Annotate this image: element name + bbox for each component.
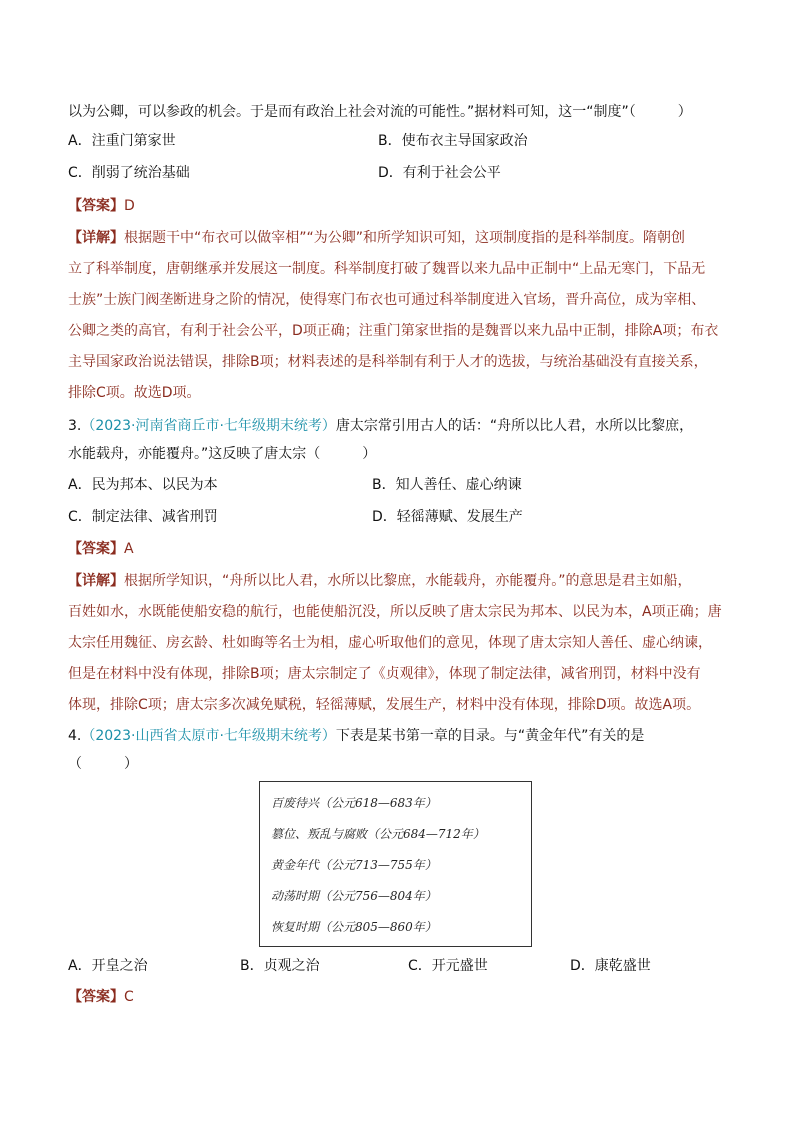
q4-number: 4. bbox=[68, 728, 82, 744]
q2-detail-line-2: 立了科举制度，唐朝继承并发展这一制度。科举制度打破了魏晋以来九品中正制中“上品无寒门，下品无 bbox=[68, 261, 706, 277]
answer-tag: 【答案】 bbox=[68, 541, 124, 557]
q3-answer bbox=[68, 539, 134, 559]
q4-option-d[interactable]: D．康乾盛世 bbox=[570, 958, 651, 974]
q4-stem-line-2: （ ） bbox=[68, 756, 138, 772]
q4-option-b[interactable]: B．贞观之治 bbox=[240, 958, 320, 974]
toc-row-4: 动荡时期（公元756—804年） bbox=[271, 889, 437, 903]
q2-detail-line-6: 排除C项。故选D项。 bbox=[68, 385, 201, 401]
toc-row-3: 黄金年代（公元713—755年） bbox=[271, 858, 437, 872]
q3-stem-line-1: 3.（2023·河南省商丘市·七年级期末统考）唐太宗常引用古人的话：“舟所以比人君，水所以比黎庶， bbox=[68, 418, 694, 434]
q3-detail-line-3: 太宗任用魏征、房玄龄、杜如晦等名士为相，虚心听取他们的意见，体现了唐太宗知人善任、虚心纳谏， bbox=[68, 635, 712, 651]
q2-stem-tail: 以为公卿，可以参政的机会。于是而有政治上社会对流的可能性。”据材料可知，这一“制度”（ ） bbox=[68, 104, 692, 120]
q3-option-d[interactable]: D．轻徭薄赋、发展生产 bbox=[372, 509, 523, 525]
answer-value: A bbox=[124, 541, 134, 557]
toc-row-1: 百废待兴（公元618—683年） bbox=[271, 796, 437, 810]
q2-option-b[interactable]: B．使布衣主导国家政治 bbox=[378, 133, 528, 149]
q2-option-d[interactable]: D．有利于社会公平 bbox=[378, 165, 501, 181]
q4-answer bbox=[68, 987, 134, 1007]
q3-detail-line-1: 【详解】根据所学知识，“舟所以比人君，水所以比黎庶，水能载舟，亦能覆舟。”的意思是君主如船， bbox=[68, 573, 692, 589]
q3-option-a[interactable]: A．民为邦本、以民为本 bbox=[68, 477, 218, 493]
q3-detail-line-2: 百姓如水，水既能使船安稳的航行，也能使船沉没，所以反映了唐太宗民为邦本、以民为本，A项正确；唐 bbox=[68, 604, 722, 620]
answer-value: C bbox=[124, 989, 134, 1005]
toc-row-2: 篡位、叛乱与腐败（公元684—712年） bbox=[271, 827, 485, 841]
q2-option-a[interactable]: A．注重门第家世 bbox=[68, 133, 176, 149]
q2-option-c[interactable]: C．削弱了统治基础 bbox=[68, 165, 190, 181]
toc-row-5: 恢复时期（公元805—860年） bbox=[271, 920, 437, 934]
detail-tag: 【详解】 bbox=[68, 230, 124, 246]
q4-stem-line-1: 4.（2023·山西省太原市·七年级期末统考）下表是某书第一章的目录。与“黄金年代”有关的是 bbox=[68, 728, 645, 744]
q4-option-a[interactable]: A．开皇之治 bbox=[68, 958, 148, 974]
q3-detail-line-5: 体现，排除C项；唐太宗多次减免赋税，轻徭薄赋，发展生产，材料中没有体现，排除D项。故选A项。 bbox=[68, 697, 701, 713]
q2-detail-line-1: 【详解】根据题干中“布衣可以做宰相”“为公卿”和所学知识可知，这项制度指的是科举制度。隋朝创 bbox=[68, 230, 686, 246]
q2-detail-line-3: 士族”士族门阀垄断进身之阶的情况，使得寒门布衣也可通过科举制度进入官场，晋升高位，成为宰相、 bbox=[68, 292, 706, 308]
q3-number: 3. bbox=[68, 418, 82, 434]
q3-option-c[interactable]: C．制定法律、减省刑罚 bbox=[68, 509, 218, 525]
q4-source: （2023·山西省太原市·七年级期末统考） bbox=[81, 728, 336, 744]
detail-tag: 【详解】 bbox=[68, 573, 124, 589]
q3-source: （2023·河南省商丘市·七年级期末统考） bbox=[81, 418, 336, 434]
q3-option-b[interactable]: B．知人善任、虚心纳谏 bbox=[372, 477, 522, 493]
toc-table bbox=[259, 781, 532, 947]
q2-detail-line-5: 主导国家政治说法错误，排除B项；材料表述的是科举制有利于人才的选拔，与统治基础没有直接关系， bbox=[68, 354, 708, 370]
q2-detail-line-4: 公卿之类的高官，有利于社会公平，D项正确；注重门第家世指的是魏晋以来九品中正制，排除A项；布衣 bbox=[68, 323, 719, 339]
q3-stem-line-2: 水能载舟，亦能覆舟。”这反映了唐太宗（ ） bbox=[68, 446, 377, 462]
answer-tag: 【答案】 bbox=[68, 198, 124, 214]
q2-answer bbox=[68, 196, 135, 216]
answer-value: D bbox=[124, 198, 135, 214]
answer-tag: 【答案】 bbox=[68, 989, 124, 1005]
q3-detail-line-4: 但是在材料中没有体现，排除B项；唐太宗制定了《贞观律》，体现了制定法律，减省刑罚，材料中没有 bbox=[68, 666, 701, 682]
q4-option-c[interactable]: C．开元盛世 bbox=[408, 958, 488, 974]
